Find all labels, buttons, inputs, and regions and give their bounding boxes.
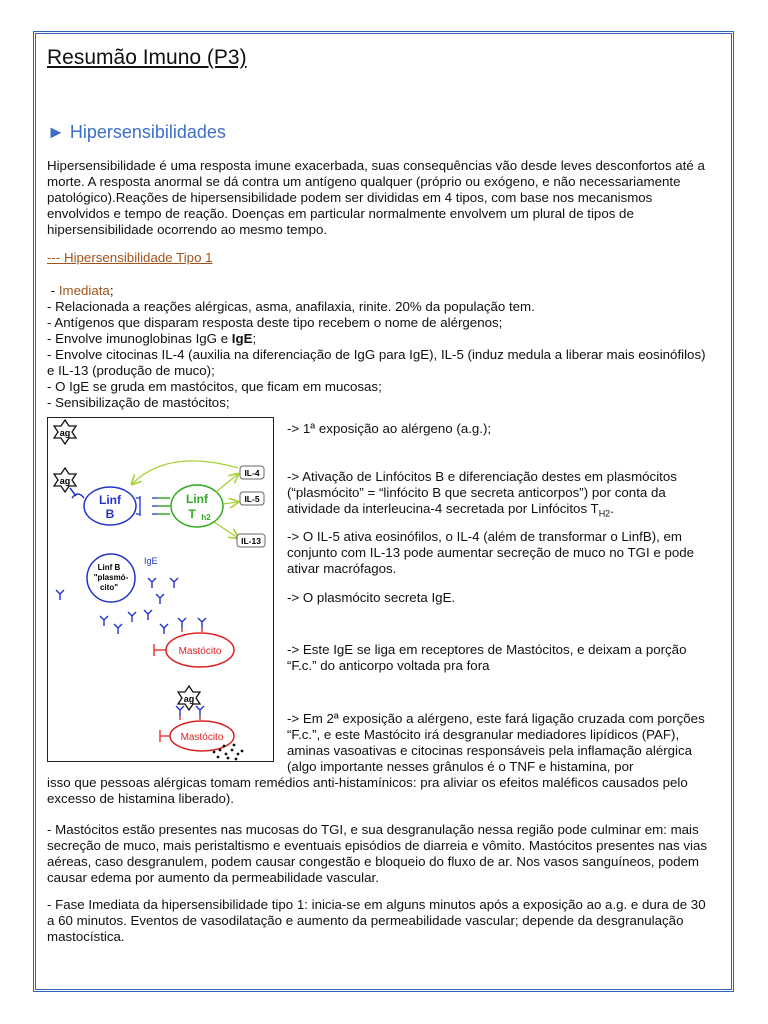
note-ativacao-text: -> Ativação de Linfócitos B e diferenciação destes em plasmócitos (“plasmócito” = “linfócito B que secreta anticorpos”) por conta da atividade da interleucina-4 secretada por Linfócitos T — [287, 469, 677, 516]
note-segunda-exposicao: -> Em 2ª exposição a alérgeno, este fará ligação cruzada com porções “F.c.”, e este Mastócito irá desgranular mediadores lipídicos (PAF), aminas vasoativas e citocinas responsáveis pela inflamação alérgica (algo importante nesses grânulos é o TNF e histamina, por — [287, 711, 705, 774]
note-il5: -> O IL-5 ativa eosinófilos, o IL-4 (além de transformar o LinfB), em conjunto com IL-13 pode aumentar secreção de muco no TGI e pode ativar macrófagos. — [287, 529, 695, 576]
bullet-ige-bold: IgE — [231, 331, 253, 346]
linf-t-sub: h2 — [201, 513, 211, 522]
bullet-imunoglobinas-text: - Envolve imunoglobinas IgG e — [47, 331, 232, 346]
il5-label — [240, 492, 264, 505]
plasmocito-cell — [87, 554, 135, 602]
mastocito-label: Mastócito — [180, 732, 224, 743]
linf-b-label-2: B — [105, 507, 115, 521]
antigen-label: ag — [59, 476, 71, 486]
il5-text: IL-5 — [244, 494, 260, 504]
linf-t-label-2: T — [188, 507, 196, 521]
page-title: Resumão Imuno (P3) — [47, 46, 247, 69]
plasmo-label-1: Linf B — [97, 563, 121, 572]
fase-imediata-paragraph: - Fase Imediata da hipersensibilidade tipo 1: inicia-se em alguns minutos após a exposição ao a.g. e dura de 30 a 60 minutos. Eventos de vasodilatação e aumento da permeabilidade vascular; depende da desgranulação mastocística. — [47, 897, 706, 944]
triangle-bullet-icon: ► — [47, 122, 65, 142]
note-ige-receptores: -> Este IgE se liga em receptores de Mastócitos, e deixam a porção “F.c.” do anticorpo voltada pra fora — [287, 642, 687, 673]
antigen-star-icon — [54, 468, 76, 492]
bullet-alergias: - Relacionada a reações alérgicas, asma, anafilaxia, rinite. 20% da população tem. — [47, 299, 535, 314]
linf-b-label-1: Linf — [99, 493, 121, 507]
section-heading — [47, 122, 226, 143]
note-ativacao-sub: H2 — [598, 508, 611, 519]
bullet-sensibilizacao: - Sensibilização de mastócitos; — [47, 395, 230, 410]
bullet-mastocitos: - O IgE se gruda em mastócitos, que ficam em mucosas; — [47, 379, 382, 394]
bullet-suffix: ; — [109, 283, 114, 298]
mastocito-label: Mastócito — [178, 646, 222, 657]
linf-b-cell — [84, 487, 136, 525]
intro-paragraph: Hipersensibilidade é uma resposta imune exacerbada, suas consequências vão desde leves desconfortos até a morte. A resposta anormal se dá contra um antígeno qualquer (próprio ou exógeno, e não necessariamente patológico).Reações de hipersensibilidade podem ser divididas em 4 tipos, com base nos mecanismos envolvidos e tempo de reação. Doenças em particular normalmente envolvem um plural de tipos de hipersensibilidade ocorrendo ao mesmo tempo. — [47, 158, 705, 237]
antigen-label: ag — [183, 694, 195, 704]
il4-text: IL-4 — [244, 468, 260, 478]
sensitization-diagram — [47, 417, 274, 762]
note-segunda-exposicao-cont: isso que pessoas alérgicas tomam remédios anti-histamínicos: pra aliviar os efeitos maléficos causados pelo excesso de histamina liberado). — [47, 775, 688, 806]
diagram-svg — [48, 418, 273, 761]
note-plasmocito: -> O plasmócito secreta IgE. — [287, 590, 456, 605]
antigen-label: ag — [59, 428, 71, 438]
bullet-alergenos: - Antígenos que disparam resposta deste tipo recebem o nome de alérgenos; — [47, 315, 503, 330]
bullet-imediata — [47, 283, 712, 299]
bullet-imunoglobinas-end: ; — [252, 331, 257, 346]
bullet-prefix: - — [47, 283, 59, 298]
linf-th2-cell — [171, 485, 223, 527]
il4-label — [240, 466, 264, 479]
il13-text: IL-13 — [241, 536, 261, 546]
antigen-star-icon — [54, 420, 76, 444]
bullet-imunoglobinas — [47, 331, 712, 347]
bullet-imediata-label: Imediata — [58, 283, 110, 298]
subheading-tipo1: --- Hipersensibilidade Tipo 1 — [47, 250, 213, 265]
plasmo-label-2: "plasmó- — [93, 573, 129, 582]
note-ativacao-linfocitos — [287, 469, 717, 522]
linf-t-label-1: Linf — [186, 492, 208, 506]
mastocitos-paragraph: - Mastócitos estão presentes nas mucosas do TGI, e sua desgranulação nessa região pode culminar em: mais secreção de muco, mais peristaltismo e eventuais episódios de diarreia e vômito. Mastócitos presentes nas vias aéreas, caso desgranulem, podem causar congestão e bloqueio do fluxo de ar. Nos vasos sanguíneos, podem causar edema por aumento da permeabilidade vascular. — [47, 822, 707, 885]
mastocito-cell — [166, 633, 234, 667]
tipo1-bullet-list — [47, 283, 712, 411]
bullet-citocinas: - Envolve citocinas IL-4 (auxilia na diferenciação de IgG para IgE), IL-5 (induz medula a liberar mais eosinófilos) e IL-13 (produção de muco); — [47, 347, 706, 378]
il13-label — [237, 534, 265, 547]
plasmo-label-3: cito" — [99, 583, 119, 592]
note-primeira-exposicao: -> 1ª exposição ao alérgeno (a.g.); — [287, 421, 492, 436]
note-ativacao-end: . — [610, 501, 614, 516]
ige-label: IgE — [144, 556, 158, 566]
section-heading-label: Hipersensibilidades — [69, 122, 226, 142]
